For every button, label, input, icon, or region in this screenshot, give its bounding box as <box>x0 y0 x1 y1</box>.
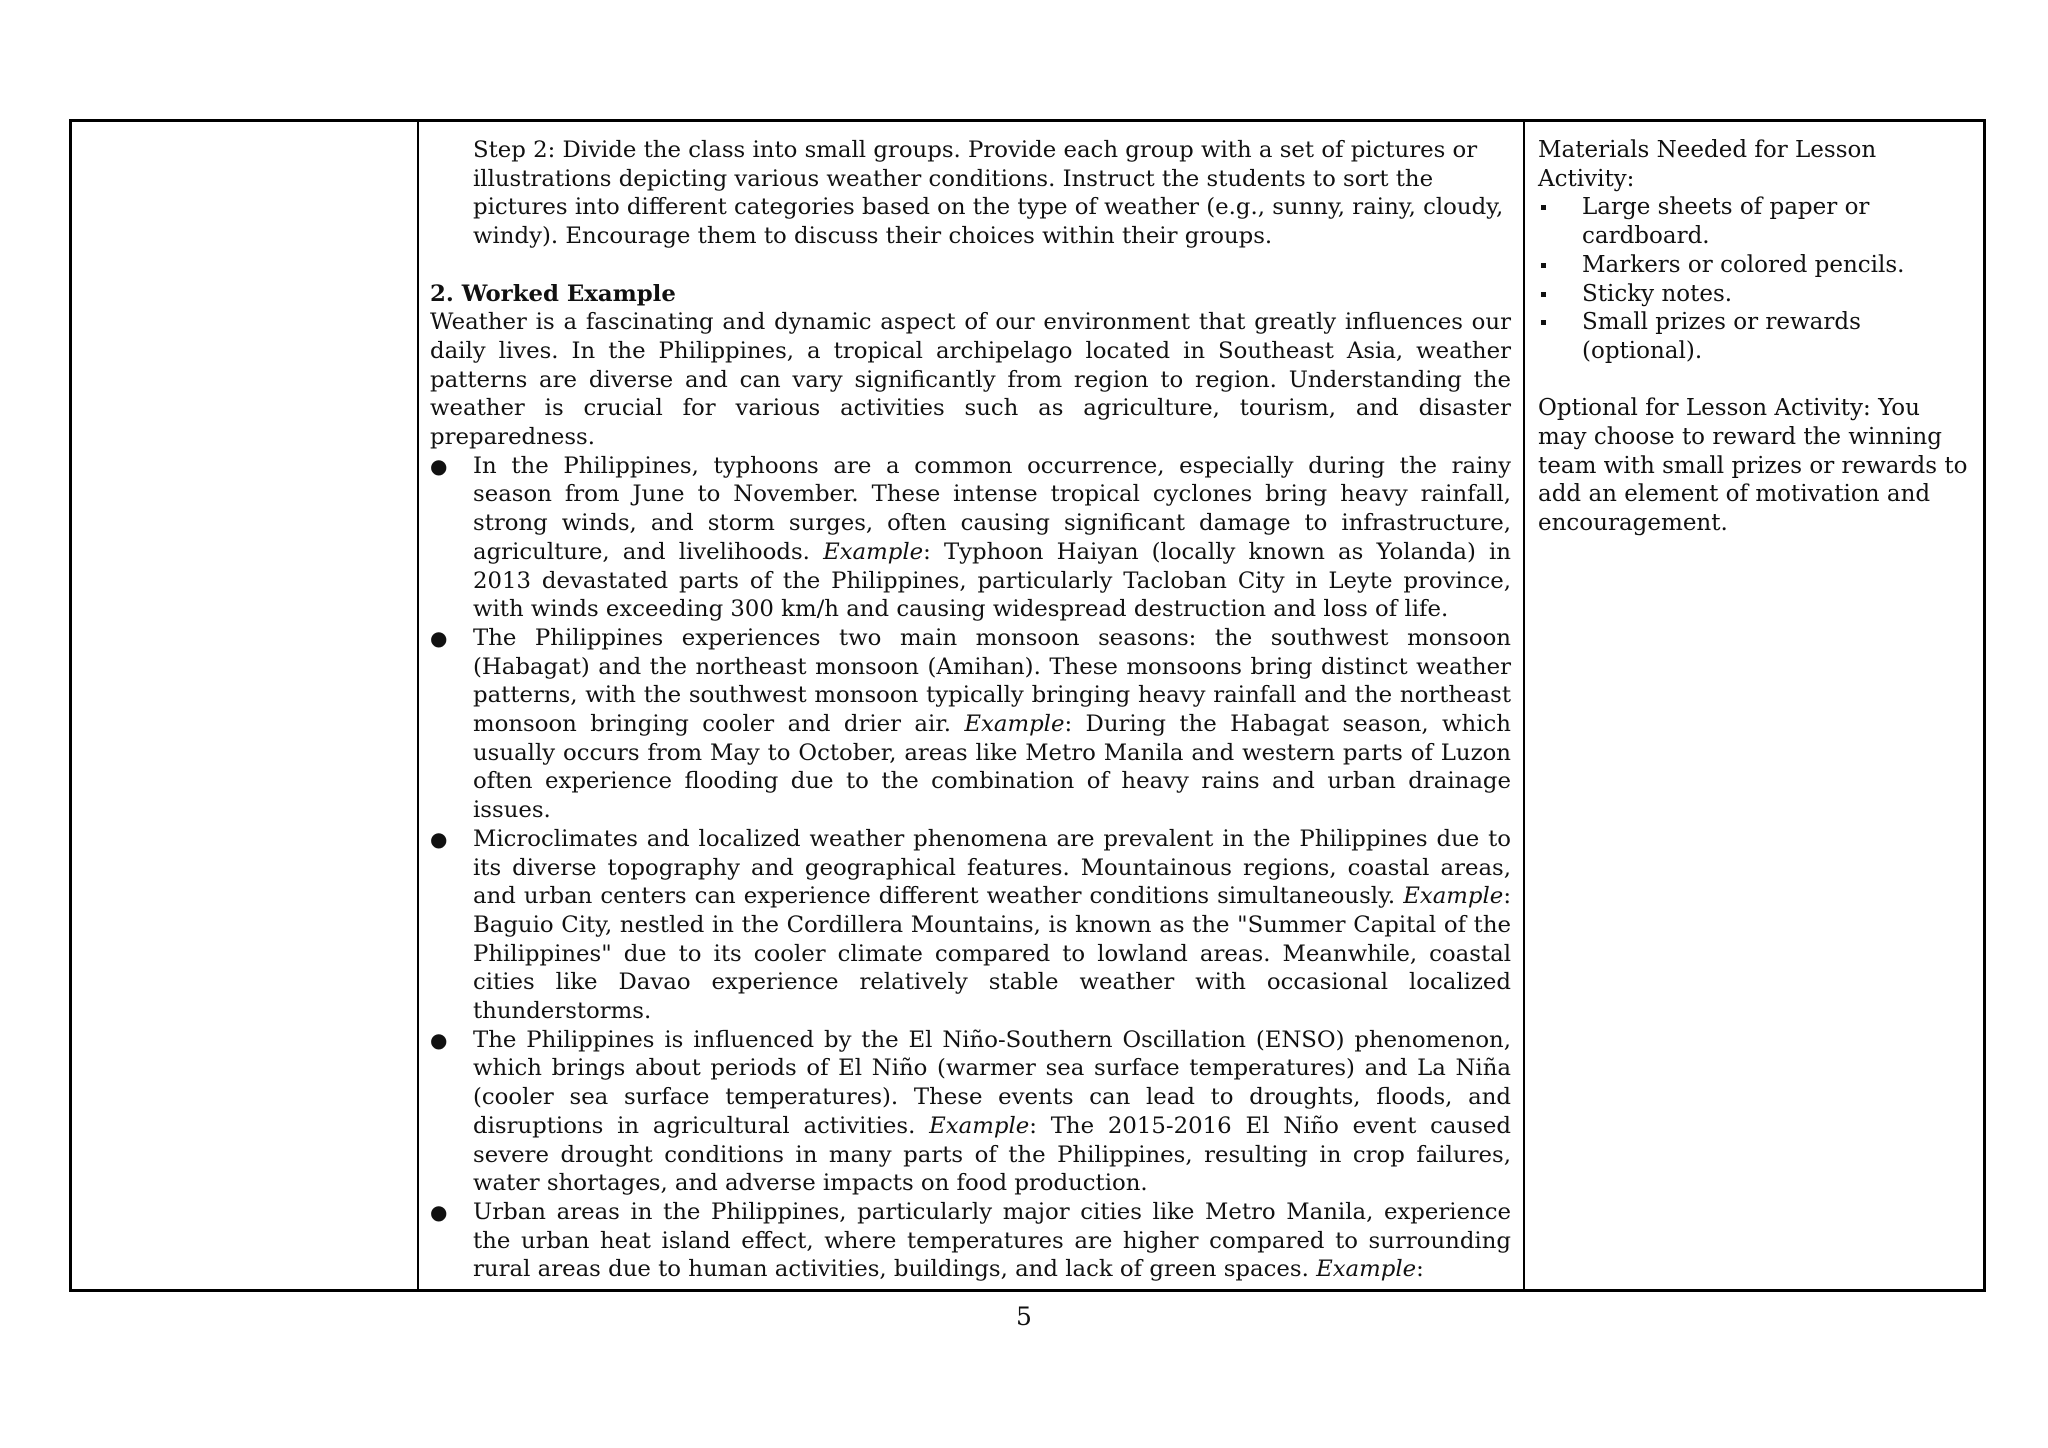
bullet-example-text: : Baguio City, nestled in the Cordillera Mountains, is known as the "Summer Capital of the Philippines" due to its cooler climate compared to lowland areas. Meanwhile, coastal cities like Davao experience relatively stable weather with occasional localized thunderstorms. <box>473 883 1511 1025</box>
bullet-icon: ● <box>430 826 448 851</box>
materials-heading: Materials Needed for Lesson Activity: <box>1538 137 1877 192</box>
example-label: Example <box>929 1112 1030 1139</box>
middle-column-cell <box>419 122 1525 1289</box>
bullet-example-text: : The 2015-2016 El Niño event caused severe drought conditions in many parts of the Philippines, resulting in crop failures, water shortages, and adverse impacts on food production. <box>473 1112 1511 1197</box>
paragraph-gap <box>430 251 1511 280</box>
materials-item <box>1538 280 1973 309</box>
bullet-example-text: : Typhoon Haiyan (locally known as Yolanda) in 2013 devastated parts of the Philippines, particularly Tacloban City in Leyte province, with winds exceeding 300 km/h and causing widespread destruction and loss of life. <box>473 538 1511 623</box>
materials-item-text: Large sheets of paper or cardboard. <box>1582 194 1870 250</box>
materials-item <box>1538 193 1973 250</box>
lesson-table <box>69 119 1986 1292</box>
step-2-paragraph: Step 2: Divide the class into small groups. Provide each group with a set of pictures or illustrations depicting various weather conditions. Instruct the students to sort the pictures into different categories based on the type of weather (e.g., sunny, rainy, cloudy, windy). Encourage them to discuss their choices within their groups. <box>473 137 1504 250</box>
bullet-icon: ● <box>430 1027 448 1052</box>
materials-item-text: Small prizes or rewards (optional). <box>1582 309 1861 364</box>
bullet-text: The Philippines experiences two main monsoon seasons: the southwest monsoon (Habagat) and the northeast monsoon (Amihan). These monsoons bring distinct weather patterns, with the southwest monsoon typically bringing heavy rainfall and the northeast monsoon bringing cooler and drier air. <box>473 624 1511 738</box>
paragraph-gap <box>1538 366 1973 395</box>
bullet-example-text: : <box>1416 1256 1424 1283</box>
bullet-item-enso <box>430 1026 1511 1198</box>
materials-item-text: Markers or colored pencils. <box>1582 251 1905 278</box>
bullet-item-typhoons <box>430 452 1511 624</box>
optional-note: Optional for Lesson Activity: You may choose to reward the winning team with small prizes or rewards to add an element of motivation and encouragement. <box>1538 395 1968 537</box>
square-bullet-icon <box>1541 320 1546 325</box>
worked-example-heading: 2. Worked Example <box>430 280 676 307</box>
right-column-cell <box>1525 122 1983 1289</box>
bullet-item-urban-heat <box>430 1198 1511 1284</box>
materials-list <box>1538 193 1973 365</box>
worked-example-intro: Weather is a fascinating and dynamic aspect of our environment that greatly influences our daily lives. In the Philippines, a tropical archipelago located in Southeast Asia, weather patterns are diverse and can vary significantly from region to region. Understanding the weather is crucial for various activities such as agriculture, tourism, and disaster preparedness. <box>430 309 1511 451</box>
bullet-icon: ● <box>430 453 448 478</box>
example-label: Example <box>823 538 924 565</box>
example-label: Example <box>1316 1256 1417 1283</box>
left-column-empty-cell <box>72 122 419 1289</box>
bullet-icon: ● <box>430 625 448 650</box>
bullet-icon: ● <box>430 1200 448 1224</box>
materials-item <box>1538 251 1973 280</box>
example-label: Example <box>1403 883 1504 910</box>
bullet-text: In the Philippines, typhoons are a common occurrence, especially during the rainy season from June to November. These intense tropical cyclones bring heavy rainfall, strong winds, and storm surges, often causing significant damage to infrastructure, agriculture, and livelihoods. <box>473 452 1511 565</box>
bullet-text: The Philippines is influenced by the El Niño-Southern Oscillation (ENSO) phenomenon, which brings about periods of El Niño (warmer sea surface temperatures) and La Niña (cooler sea surface temperatures). These events can lead to droughts, floods, and disruptions in agricultural activities. <box>473 1026 1511 1139</box>
weather-bullet-list <box>430 452 1511 1284</box>
square-bullet-icon <box>1541 205 1546 210</box>
bullet-text: Microclimates and localized weather phenomena are prevalent in the Philippines due to its diverse topography and geographical features. Mountainous regions, coastal areas, and urban centers can experience different weather conditions simultaneously. <box>473 825 1511 910</box>
example-label: Example <box>964 711 1065 738</box>
materials-item-text: Sticky notes. <box>1582 280 1733 307</box>
materials-item <box>1538 308 1973 365</box>
bullet-item-microclimates <box>430 825 1511 1026</box>
page-number: 5 <box>1016 1302 1032 1331</box>
bullet-example-text: : During the Habagat season, which usually occurs from May to October, areas like Metro Manila and western parts of Luzon often experience flooding due to the combination of heavy rains and urban drainage issues. <box>473 711 1511 824</box>
bullet-text: Urban areas in the Philippines, particularly major cities like Metro Manila, experience the urban heat island effect, where temperatures are higher compared to surrounding rural areas due to human activities, buildings, and lack of green spaces. <box>473 1199 1511 1283</box>
bullet-item-monsoons <box>430 624 1511 825</box>
square-bullet-icon <box>1541 292 1546 297</box>
square-bullet-icon <box>1541 263 1546 268</box>
